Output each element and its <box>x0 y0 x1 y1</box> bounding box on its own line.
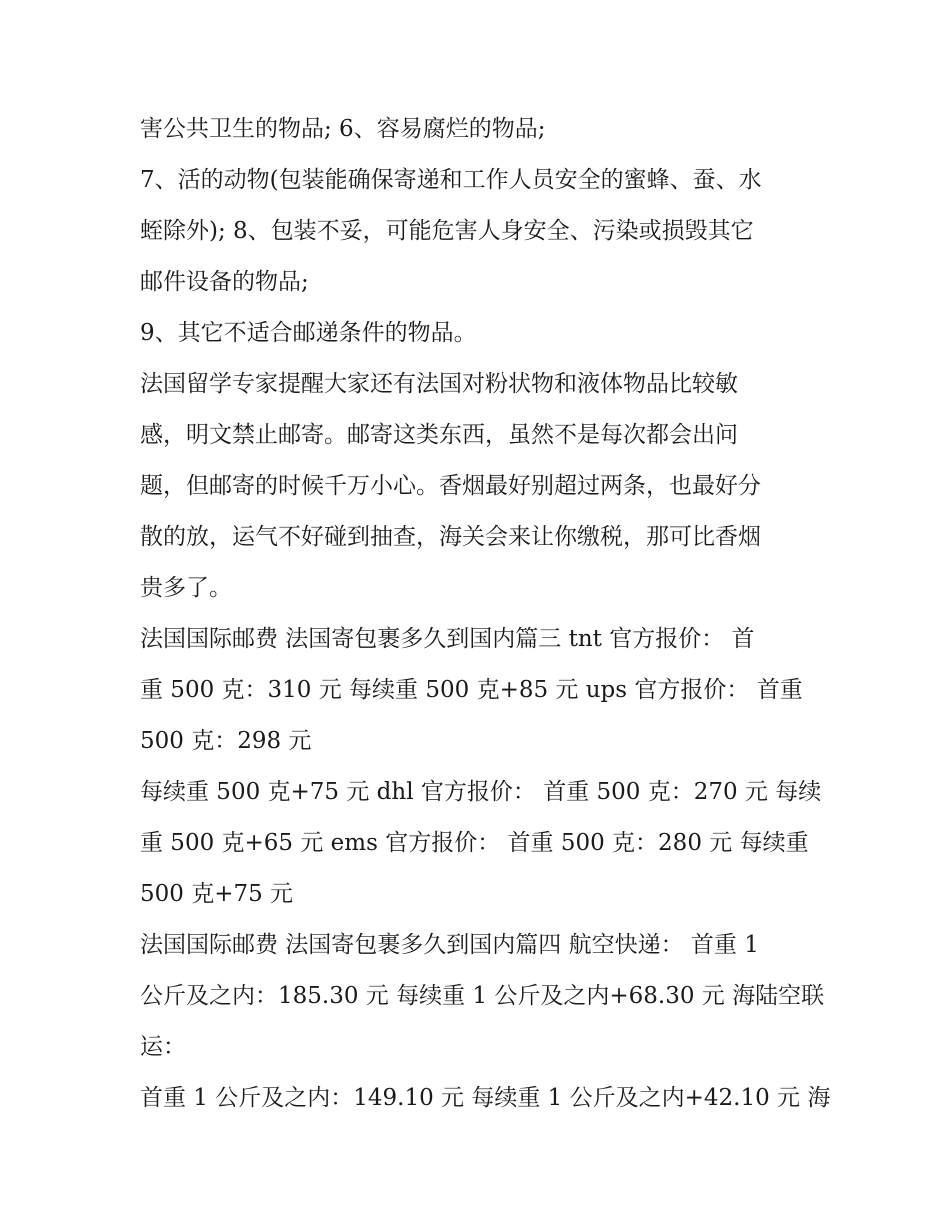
text-line: 法国国际邮费 法国寄包裹多久到国内篇四 航空快递： 首重 1 <box>140 932 759 958</box>
text-line: 贵多了。 <box>140 575 232 601</box>
text-line: 重 500 克+65 元 ems 官方报价： 首重 500 克：280 元 每续重 <box>140 830 809 856</box>
text-line: 运： <box>140 1034 186 1060</box>
text-line: 500 克+75 元 <box>140 881 294 907</box>
text-line: 害公共卫生的物品; 6、容易腐烂的物品; <box>140 116 546 142</box>
text-line: 法国国际邮费 法国寄包裹多久到国内篇三 tnt 官方报价： 首 <box>140 626 755 652</box>
text-line: 每续重 500 克+75 元 dhl 官方报价： 首重 500 克：270 元 每续 <box>140 779 822 805</box>
text-line: 法国留学专家提醒大家还有法国对粉状物和液体物品比较敏 <box>140 371 738 397</box>
text-line: 首重 1 公斤及之内：149.10 元 每续重 1 公斤及之内+42.10 元 海 <box>140 1085 831 1111</box>
text-line: 邮件设备的物品; <box>140 269 309 295</box>
text-line: 蛭除外); 8、包装不妥，可能危害人身安全、污染或损毁其它 <box>140 218 754 244</box>
text-line: 7、活的动物(包装能确保寄递和工作人员安全的蜜蜂、蚕、水 <box>140 167 762 193</box>
text-line: 题，但邮寄的时候千万小心。香烟最好别超过两条，也最好分 <box>140 473 761 499</box>
text-line: 公斤及之内：185.30 元 每续重 1 公斤及之内+68.30 元 海陆空联 <box>140 983 825 1009</box>
document-body <box>140 104 831 1124</box>
text-line: 重 500 克：310 元 每续重 500 克+85 元 ups 官方报价： 首重 <box>140 677 803 703</box>
text-line: 500 克：298 元 <box>140 728 312 754</box>
text-line: 散的放，运气不好碰到抽查，海关会来让你缴税，那可比香烟 <box>140 524 761 550</box>
text-line: 9、其它不适合邮递条件的物品。 <box>140 320 477 346</box>
text-line: 感，明文禁止邮寄。邮寄这类东西，虽然不是每次都会出问 <box>140 422 738 448</box>
